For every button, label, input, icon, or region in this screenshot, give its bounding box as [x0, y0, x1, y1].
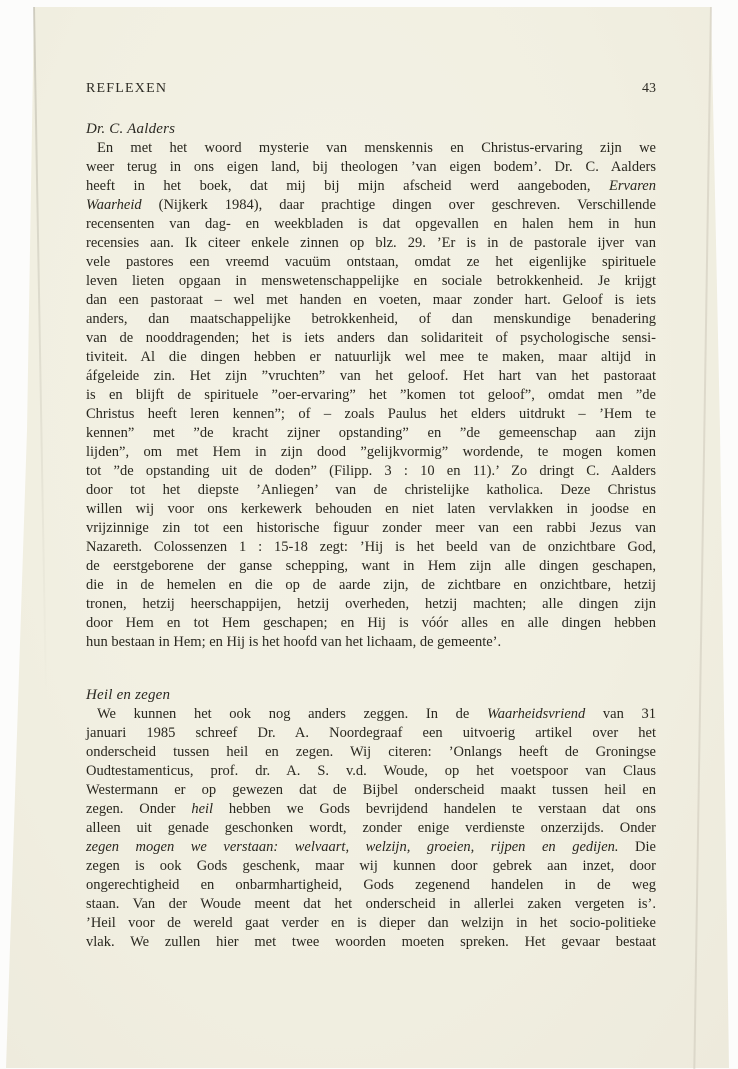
- text-line: [86, 272, 656, 291]
- text-segment: En met het woord mysterie van menskennis en Christus-ervaring zijn we: [97, 140, 656, 156]
- text-line: [86, 367, 656, 386]
- text-segment: dan een pastoraat – wel met handen en voeten, maar zonder hart. Geloof is iets: [86, 292, 656, 308]
- text-line: [86, 933, 656, 952]
- text-segment: van 31: [585, 706, 656, 722]
- text-line: [86, 781, 656, 800]
- text-line: [86, 405, 656, 424]
- text-segment: vrijzinnige zin tot een historische figuur zonder meer van een rabbi Jezus van: [86, 520, 656, 536]
- section-heading: Heil en zegen: [86, 687, 171, 703]
- section-heil-en-zegen: [86, 686, 656, 952]
- section-heading: Dr. C. Aalders: [86, 121, 176, 137]
- text-line: [86, 329, 656, 348]
- text-line: [86, 595, 656, 614]
- text-line: [86, 424, 656, 443]
- text-segment: zegen is ook Gods geschenk, maar wij kunnen door gebrek aan inzet, door: [86, 858, 656, 874]
- italic-text-segment: Waarheid: [86, 197, 142, 213]
- page-content: [86, 82, 656, 952]
- text-segment: Oudtestamenticus, prof. dr. A. S. v.d. Woude, op het voetspoor van Claus: [86, 763, 656, 779]
- text-segment: door tot het diepste ’Anliegen’ van de christelijke katholica. Deze Christus: [86, 482, 656, 498]
- section-body: [86, 705, 656, 952]
- text-segment: recensies aan. Ik citeer enkele zinnen op blz. 29. ’Er is in de pastorale ijver van: [86, 235, 656, 251]
- section-body: [86, 139, 656, 652]
- text-segment: tronen, hetzij heerschappijen, hetzij overheden, hetzij machten; alle dingen zijn: [86, 596, 656, 612]
- text-line: [86, 519, 656, 538]
- text-segment: die in de hemelen en die op de aarde zijn, de zichtbare en onzichtbare, hetzij: [86, 577, 656, 593]
- text-line: [86, 857, 656, 876]
- text-line: [86, 876, 656, 895]
- section-dr-c-aalders: [86, 120, 656, 652]
- text-segment: We kunnen het ook nog anders zeggen. In de: [97, 706, 487, 722]
- text-line: [86, 348, 656, 367]
- text-segment: vlak. We zullen hier met twee woorden moeten spreken. Het gevaar bestaat: [86, 934, 656, 950]
- text-line: [86, 557, 656, 576]
- text-segment: áfgeleide zin. Het zijn ”vruchten” van het geloof. Het hart van het pastoraat: [86, 368, 656, 384]
- text-line: [86, 234, 656, 253]
- text-segment: ’Heil voor de wereld gaat verder en is dieper dan welzijn in het socio-politieke: [86, 915, 656, 931]
- text-segment: ongerechtigheid en onbarmhartigheid, Gods zegenend handelen in de weg: [86, 877, 656, 893]
- text-line: [86, 743, 656, 762]
- text-line: [86, 895, 656, 914]
- text-segment: hebben we Gods bevrijdend handelen te verstaan dat ons: [213, 801, 656, 817]
- text-line: [86, 481, 656, 500]
- running-header-title: REFLEXEN: [86, 81, 168, 96]
- text-line: [86, 215, 656, 234]
- text-segment: van de nooddragenden; het is iets anders dan solidariteit of psychologische sensi-: [86, 330, 656, 346]
- text-line: [86, 762, 656, 781]
- text-line: [86, 386, 656, 405]
- text-line: [86, 291, 656, 310]
- text-segment: lijden”, om met Hem in zijn dood ”gelijkvormig” wordende, te mogen komen: [86, 444, 656, 460]
- text-segment: januari 1985 schreef Dr. A. Noordegraaf een uitvoerig artikel over het: [86, 725, 656, 741]
- text-segment: is en blijft de spirituele ”oer-ervaring” het ”komen tot geloof”, omdat men ”de: [86, 387, 656, 403]
- italic-text-segment: heil: [191, 801, 214, 817]
- text-segment: de eerstgeborene der ganse schepping, want in Hem zijn alle dingen geschapen,: [86, 558, 656, 574]
- text-line: [86, 914, 656, 933]
- italic-text-segment: zegen mogen we verstaan: welvaart, welzijn, groeien, rijpen en gedijen.: [86, 839, 619, 855]
- text-line: [86, 500, 656, 519]
- text-segment: staan. Van der Woude meent dat het onderscheid in allerlei zaken vergeten is’.: [86, 896, 656, 912]
- text-line: [86, 196, 656, 215]
- text-segment: tot ”de opstanding uit de doden” (Filipp. 3 : 10 en 11).’ Zo dringt C. Aalders: [86, 463, 656, 479]
- text-segment: anders, dan maatschappelijke betrokkenheid, of dan menskundige benadering: [86, 311, 656, 327]
- text-line: [86, 177, 656, 196]
- text-segment: (Nijkerk 1984), daar prachtige dingen over geschreven. Verschillende: [141, 197, 656, 213]
- text-line: [86, 576, 656, 595]
- italic-text-segment: Ervaren: [609, 178, 656, 194]
- text-segment: hun bestaan in Hem; en Hij is het hoofd van het lichaam, de gemeente’.: [86, 634, 502, 650]
- text-line: [86, 158, 656, 177]
- text-line: [86, 800, 656, 819]
- text-line: [86, 614, 656, 633]
- text-segment: door Hem en tot Hem geschapen; en Hij is vóór alles en alle dingen hebben: [86, 615, 656, 631]
- text-segment: Christus heeft leren kennen”; of – zoals Paulus het elders uitdrukt – ’Hem te: [86, 406, 656, 422]
- text-segment: weer terug in ons eigen land, bij theologen ’van eigen bodem’. Dr. C. Aalders: [86, 159, 656, 175]
- text-line: [86, 538, 656, 557]
- text-line: [86, 633, 656, 652]
- running-header: [86, 82, 656, 95]
- text-line: [86, 705, 656, 724]
- text-segment: alleen uit genade geschonken wordt, zonder enige verdienste onzerzijds. Onder: [86, 820, 656, 836]
- page-number: 43: [642, 81, 656, 96]
- text-segment: willen wij voor ons kerkewerk behouden en niet laten vervlakken in joodse en: [86, 501, 656, 517]
- text-line: [86, 724, 656, 743]
- text-segment: leven lieten opgaan in menswetenschappelijke en sociale betrokkenheid. Je krijgt: [86, 273, 656, 289]
- text-line: [86, 838, 656, 857]
- text-segment: kennen” met ”de kracht zijner opstanding” en ”de gemeenschap aan zijn: [86, 425, 656, 441]
- text-segment: Nazareth. Colossenzen 1 : 15-18 zegt: ’Hij is het beeld van de onzichtbare God,: [86, 539, 656, 555]
- text-line: [86, 443, 656, 462]
- text-line: [86, 253, 656, 272]
- text-line: [86, 819, 656, 838]
- text-segment: Die: [618, 839, 656, 855]
- text-segment: zegen. Onder: [86, 801, 192, 817]
- text-line: [86, 462, 656, 481]
- italic-text-segment: Waarheidsvriend: [486, 706, 586, 722]
- text-segment: Westermann er op gewezen dat de Bijbel onderscheid maakt tussen heil en: [86, 782, 656, 798]
- text-segment: recensenten van dag- en weekbladen is dat opgevallen en halen hem in hun: [86, 216, 656, 232]
- text-segment: onderscheid tussen heil en zegen. Wij citeren: ’Onlangs heeft de Groningse: [86, 744, 656, 760]
- text-segment: vele pastores een vreemd vacuüm ontstaan, omdat ze het eigenlijke spirituele: [86, 254, 656, 270]
- text-segment: heeft in het boek, dat mij bij mijn afscheid werd aangeboden,: [86, 178, 610, 194]
- text-segment: tiviteit. Al die dingen hebben er natuurlijk wel mee te maken, maar altijd in: [86, 349, 656, 365]
- text-line: [86, 139, 656, 158]
- text-line: [86, 310, 656, 329]
